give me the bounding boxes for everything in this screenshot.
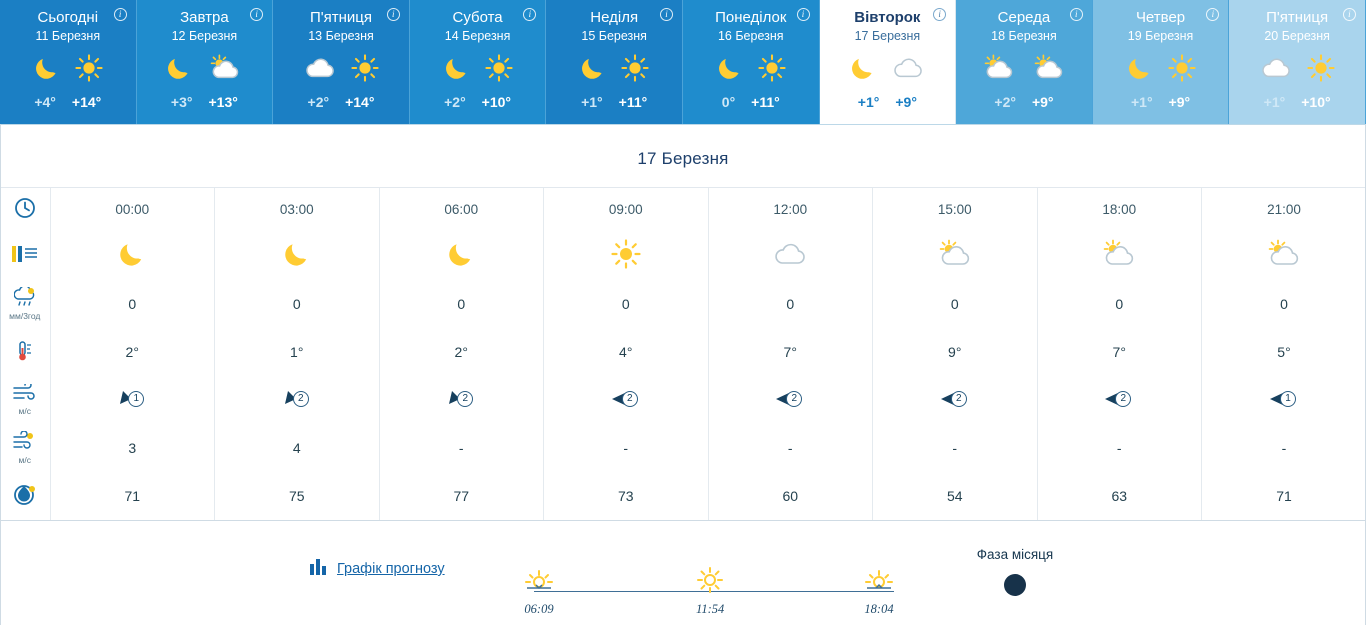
table-cell-time: 12:00 (708, 188, 873, 230)
page-title: 17 Березня (637, 149, 729, 168)
day-tab-name: П'ятниця (309, 9, 372, 26)
cloud-icon (303, 54, 337, 82)
day-tab-day-temp: +10° (1301, 94, 1331, 110)
cloud-icon (772, 239, 808, 269)
sky-condition-icon (0, 230, 50, 280)
table-cell-humidity: 75 (215, 472, 380, 520)
cloud-icon (772, 256, 808, 272)
sun-icon (1168, 54, 1196, 87)
table-row-temperature (0, 328, 1366, 376)
moon-icon (446, 239, 476, 269)
table-cell-precipitation: 0 (1037, 280, 1202, 328)
table-cell-temperature: 7° (708, 328, 873, 376)
clock-icon (0, 188, 50, 230)
cloud-sun-icon (981, 54, 1017, 82)
day-tab-4[interactable] (546, 0, 683, 124)
table-cell-time: 09:00 (544, 188, 709, 230)
table-row-time (0, 188, 1366, 230)
table-cell-gust: - (873, 424, 1038, 472)
solar-noon-time: 11:54 (696, 602, 725, 616)
table-cell-sky (544, 230, 709, 280)
wind-speed-value: 2 (786, 391, 802, 407)
moon-icon (849, 54, 877, 82)
table-cell-sky (1202, 230, 1366, 280)
table-cell-temperature: 2° (50, 328, 215, 376)
wind-speed-value: 2 (1115, 391, 1131, 407)
day-tab-date: 11 Березня (35, 29, 101, 43)
sunset-time: 18:04 (864, 602, 894, 616)
table-row-humidity (0, 472, 1366, 520)
cloud-sun-icon (1265, 256, 1303, 272)
table-cell-sky (50, 230, 215, 280)
table-cell-wind (215, 376, 380, 424)
moon-icon (117, 256, 147, 272)
table-cell-humidity: 63 (1037, 472, 1202, 520)
sun-icon (1168, 54, 1196, 82)
moon-phase-icon (1004, 574, 1026, 596)
day-info-icon[interactable]: i (114, 8, 127, 21)
table-cell-wind (873, 376, 1038, 424)
solar-noon-block (696, 567, 724, 617)
day-tab-1[interactable] (137, 0, 274, 124)
forecast-chart-link[interactable] (310, 559, 445, 579)
table-cell-gust: - (544, 424, 709, 472)
precipitation-icon (0, 287, 50, 309)
sun-icon (351, 54, 379, 82)
day-tab-date: 18 Березня (991, 29, 1057, 43)
wind-arrow-icon (1267, 388, 1301, 410)
day-tabs-strip (0, 0, 1366, 124)
table-cell-wind (50, 376, 215, 424)
day-tab-night-temp: +1° (581, 94, 603, 110)
sun-icon (621, 54, 649, 87)
table-cell-precipitation: 0 (50, 280, 215, 328)
cloud-sun-icon (936, 239, 974, 269)
moon-icon (1126, 54, 1154, 82)
table-row-precipitation (0, 280, 1366, 328)
cloud-sun-icon (1031, 54, 1067, 82)
moon-icon (716, 54, 744, 87)
day-tab-day-temp: +13° (208, 94, 238, 110)
table-cell-gust: - (1281, 440, 1287, 456)
day-tab-day-temp: +9° (1168, 94, 1191, 110)
wind-icon (0, 384, 50, 404)
sun-icon (697, 580, 723, 597)
day-tab-night-temp: +1° (1263, 94, 1286, 110)
day-tab-day-temp: +10° (481, 94, 512, 110)
cloud-icon (303, 54, 337, 87)
cloud-icon (1259, 54, 1293, 82)
cloud-sun-icon (1265, 239, 1303, 269)
moon-phase-label: Фаза місяця (976, 547, 1054, 562)
sun-times (524, 551, 904, 616)
day-tab-name: Завтра (180, 9, 229, 26)
day-info-icon[interactable]: i (797, 8, 810, 21)
moon-icon (165, 54, 193, 87)
table-cell-precipitation: 0 (544, 280, 709, 328)
cloud-icon (891, 54, 925, 87)
day-tab-night-temp: +1° (857, 94, 880, 110)
sunrise-block (524, 569, 554, 617)
table-cell-temperature: 5° (1277, 344, 1291, 360)
day-tab-date: 20 Березня (1264, 29, 1330, 43)
day-tab-day-temp: +11° (751, 94, 780, 110)
sunset-block (864, 569, 894, 617)
wind-gust-icon (0, 424, 50, 472)
table-cell-time: 03:00 (215, 188, 380, 230)
wind-speed-value: 2 (293, 391, 309, 407)
table-cell-humidity: 77 (379, 472, 544, 520)
wind-arrow-icon (773, 388, 807, 410)
sunrise-icon (524, 580, 554, 597)
moon-icon (443, 54, 471, 82)
day-tab-name: Вівторок (854, 9, 921, 26)
forecast-chart-label: Графік прогнозу (337, 561, 445, 577)
table-cell-precipitation: 0 (873, 280, 1038, 328)
wind-speed-value: 1 (128, 391, 144, 407)
table-cell-wind (708, 376, 873, 424)
moon-icon (33, 54, 61, 82)
forecast-footer (0, 521, 1366, 625)
sun-icon (758, 54, 786, 87)
moon-icon (849, 54, 877, 87)
table-cell-wind (1202, 376, 1366, 424)
table-cell-sky (708, 230, 873, 280)
cloud-icon (1259, 54, 1293, 87)
table-cell-temperature: 1° (215, 328, 380, 376)
table-cell-sky (1037, 230, 1202, 280)
sun-icon (758, 54, 786, 82)
humidity-icon (0, 484, 50, 508)
day-tab-name: Четвер (1135, 9, 1186, 26)
thermometer-icon (0, 340, 50, 364)
wind-icon (0, 376, 50, 424)
cloud-sun-icon (936, 256, 974, 272)
day-tab-2[interactable] (273, 0, 410, 124)
table-cell-gust: - (1037, 424, 1202, 472)
panel-left-border (0, 124, 1, 625)
day-tab-day-temp: +14° (71, 94, 102, 110)
day-tab-name: Сьогодні (37, 9, 99, 26)
table-cell-sky (873, 230, 1038, 280)
day-info-icon[interactable]: i (933, 8, 946, 21)
table-cell-temperature: 9° (873, 328, 1038, 376)
moon-icon (1126, 54, 1154, 87)
moon-phase-block (950, 547, 1080, 596)
day-tab-name: Середа (997, 9, 1051, 26)
wind-arrow-icon (1102, 388, 1136, 410)
table-cell-time: 15:00 (873, 188, 1038, 230)
day-info-icon[interactable]: i (1070, 8, 1083, 21)
sun-icon (75, 54, 103, 82)
table-cell-gust: - (708, 424, 873, 472)
wind-speed-value: 1 (1280, 391, 1296, 407)
table-cell-sky (379, 230, 544, 280)
day-tab-date: 19 Березня (1127, 29, 1194, 43)
day-tab-5[interactable] (683, 0, 820, 124)
table-cell-sky (215, 230, 380, 280)
clock-icon (0, 197, 50, 222)
table-cell-precipitation: 0 (379, 280, 544, 328)
day-tab-name: Субота (452, 9, 503, 26)
cloud-sun-icon (1100, 256, 1138, 272)
moon-icon (33, 54, 61, 87)
moon-icon (165, 54, 193, 82)
sun-icon (611, 239, 641, 269)
table-cell-temperature: 7° (1037, 328, 1202, 376)
table-cell-time: 18:00 (1037, 188, 1202, 230)
day-tab-night-temp: +2° (994, 94, 1016, 110)
wind-arrow-icon (280, 388, 314, 410)
day-info-icon[interactable]: i (523, 8, 536, 21)
day-tab-night-temp: +4° (34, 94, 56, 110)
table-cell-humidity: 71 (50, 472, 215, 520)
sun-icon (351, 54, 379, 87)
table-row-gust (0, 424, 1366, 472)
wind-arrow-icon (609, 388, 643, 410)
day-tab-0[interactable] (0, 0, 137, 124)
wind-speed-value: 2 (622, 391, 638, 407)
table-cell-wind (1037, 376, 1202, 424)
sun-icon (485, 54, 513, 87)
precipitation-icon (0, 280, 50, 328)
row-unit: м/с (18, 406, 31, 416)
day-tab-night-temp: +2° (444, 94, 466, 110)
table-cell-humidity: 60 (708, 472, 873, 520)
row-unit: мм/3год (9, 311, 41, 321)
wind-arrow-icon (938, 388, 972, 410)
sunset-icon (864, 580, 894, 597)
table-cell-wind (379, 376, 544, 424)
forecast-panel (0, 124, 1366, 625)
day-tab-date: 14 Березня (444, 29, 511, 43)
table-cell-wind (544, 376, 709, 424)
day-tab-8[interactable] (1093, 0, 1230, 124)
day-tab-date: 13 Березня (308, 29, 374, 43)
cloud-sun-icon (207, 54, 243, 87)
day-tab-7[interactable] (956, 0, 1093, 124)
cloud-sun-icon (1031, 54, 1067, 87)
sun-icon (485, 54, 513, 82)
moon-icon (117, 239, 147, 269)
moon-icon (282, 239, 312, 269)
day-tab-date: 16 Березня (717, 29, 784, 43)
table-cell-gust: 4 (215, 424, 380, 472)
table-cell-time: 00:00 (50, 188, 215, 230)
sunrise-time: 06:09 (524, 602, 554, 616)
day-tab-date: 12 Березня (171, 29, 238, 43)
sun-icon (611, 256, 641, 272)
day-info-icon[interactable]: i (250, 8, 263, 21)
day-tab-day-temp: +11° (618, 94, 648, 110)
table-cell-humidity: 71 (1276, 488, 1292, 504)
cloud-sun-icon (1100, 239, 1138, 269)
table-cell-time: 06:00 (379, 188, 544, 230)
sky-condition-icon (0, 243, 50, 267)
moon-icon (282, 256, 312, 272)
humidity-icon (0, 472, 50, 520)
moon-icon (716, 54, 744, 82)
table-cell-time: 21:00 (1267, 201, 1301, 217)
day-tab-9[interactable] (1229, 0, 1366, 124)
row-unit: м/с (18, 455, 31, 465)
sun-icon (1307, 54, 1335, 87)
thermometer-icon (0, 328, 50, 376)
day-tab-name: П'ятниця (1266, 9, 1329, 26)
day-tab-6[interactable] (820, 0, 957, 124)
table-cell-precipitation: 0 (215, 280, 380, 328)
wind-speed-value: 2 (951, 391, 967, 407)
wind-speed-value: 2 (457, 391, 473, 407)
moon-icon (579, 54, 607, 87)
wind-gust-icon (0, 431, 50, 453)
cloud-icon (891, 54, 925, 82)
day-tab-3[interactable] (410, 0, 547, 124)
day-tab-night-temp: 0° (721, 94, 736, 110)
day-info-icon[interactable]: i (1343, 8, 1356, 21)
wind-arrow-icon (115, 388, 149, 410)
day-info-icon[interactable]: i (1206, 8, 1219, 21)
table-cell-humidity: 54 (873, 472, 1038, 520)
table-cell-temperature: 2° (379, 328, 544, 376)
table-cell-humidity: 73 (544, 472, 709, 520)
day-tab-name: Неділя (590, 9, 639, 26)
day-tab-day-temp: +9° (1031, 94, 1054, 110)
day-tab-day-temp: +9° (895, 94, 917, 110)
day-tab-night-temp: +1° (1130, 94, 1153, 110)
table-cell-gust: - (379, 424, 544, 472)
table-cell-gust: 3 (50, 424, 215, 472)
day-info-icon[interactable]: i (387, 8, 400, 21)
table-row-wind (0, 376, 1366, 424)
sun-icon (621, 54, 649, 82)
wind-arrow-icon (444, 388, 478, 410)
table-cell-temperature: 4° (544, 328, 709, 376)
moon-icon (443, 54, 471, 87)
sun-icon (1307, 54, 1335, 82)
bar-chart-icon (310, 559, 328, 579)
sun-icon (75, 54, 103, 87)
table-cell-precipitation: 0 (1280, 296, 1288, 312)
moon-icon (579, 54, 607, 82)
cloud-sun-icon (981, 54, 1017, 87)
table-cell-precipitation: 0 (708, 280, 873, 328)
day-info-icon[interactable]: i (660, 8, 673, 21)
day-tab-name: Понеділок (715, 9, 787, 26)
hourly-forecast-table (0, 187, 1366, 521)
day-tab-date: 17 Березня (854, 29, 921, 43)
day-tab-night-temp: +3° (170, 94, 193, 110)
table-row-sky (0, 230, 1366, 280)
moon-icon (446, 256, 476, 272)
day-tab-day-temp: +14° (345, 94, 375, 110)
day-tab-night-temp: +2° (307, 94, 330, 110)
day-tab-date: 15 Березня (581, 29, 647, 43)
cloud-sun-icon (207, 54, 243, 82)
